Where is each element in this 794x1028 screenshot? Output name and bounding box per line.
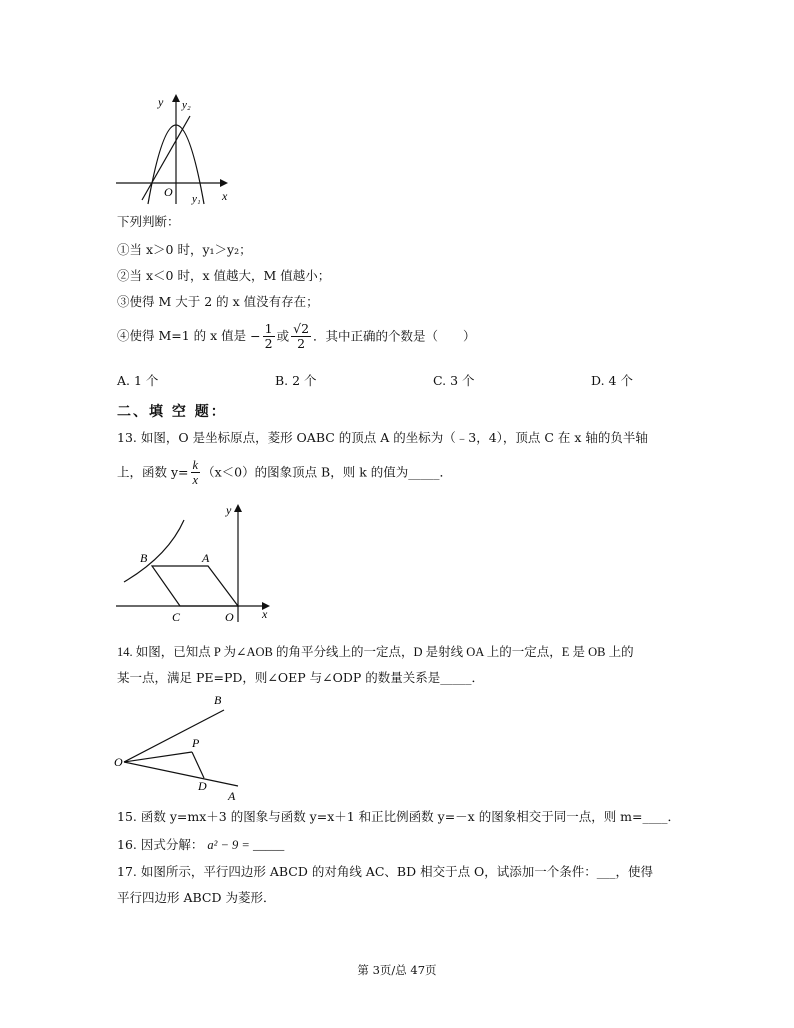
judgment-2: ②当 x＜0 时，x 值越大，M 值越小； [117, 268, 331, 283]
point-p-label: P [192, 736, 200, 750]
figure-rhombus-oabc [112, 500, 272, 630]
fraction-numerator: 1 [264, 321, 273, 336]
x-axis-label: x [262, 607, 268, 621]
q17-line2: 平行四边形 ABCD 为菱形． [117, 890, 276, 905]
ray-oa [124, 762, 238, 786]
fraction-root2-half [291, 322, 311, 351]
choice-a: A. 1 个 [117, 373, 159, 388]
point-b-label: B [140, 551, 148, 565]
choice-b: B. 2 个 [275, 373, 317, 388]
fraction-numerator: √2 [293, 321, 310, 336]
q16-expression: a² − 9 = _____ [207, 838, 285, 852]
segment-pd [192, 752, 204, 778]
q16-prefix: 16. 因式分解： [117, 837, 204, 852]
origin-label: O [164, 185, 173, 199]
y1-label: y₁ [192, 193, 201, 205]
x-axis-arrow [220, 179, 228, 187]
origin-label: O [114, 755, 123, 769]
page-footer: 第 3页/总 47页 [357, 963, 437, 977]
figure-graph-y1-y2 [112, 92, 242, 208]
minus-sign: − [250, 328, 261, 344]
choice-c: C. 3 个 [433, 373, 475, 388]
y-axis-arrow [234, 504, 242, 512]
origin-label: O [225, 610, 234, 624]
y-axis-label: y [158, 95, 164, 109]
fraction-denominator: 2 [297, 336, 306, 351]
judgment-1: ①当 x＞0 时，y₁＞y₂； [117, 242, 252, 257]
q13-line1: 13. 如图，O 是坐标原点，菱形 OABC 的顶点 A 的坐标为（﹣3，4），顶点 C 在 x 轴的负半轴 [117, 430, 648, 445]
hyperbola-curve [124, 520, 184, 582]
or-word: 或 [276, 328, 290, 344]
point-c-label: C [172, 610, 181, 624]
fraction-k-over-x [191, 458, 201, 487]
point-a-label: A [202, 551, 210, 565]
fraction-numerator: k [192, 458, 199, 472]
point-d-label: D [198, 779, 207, 793]
y-axis-label: y [226, 503, 232, 517]
judgment-4 [117, 322, 476, 351]
y2-label: y₂ [182, 99, 191, 111]
figure-angle-aob [112, 690, 242, 802]
fraction-denominator: x [192, 473, 199, 487]
fraction-denominator: 2 [264, 336, 273, 351]
fraction-one-half [263, 322, 275, 351]
q14-line2: 某一点，满足 PE=PD，则∠OEP 与∠ODP 的数量关系是_____． [117, 670, 485, 685]
q15-text: 15. 函数 y=mx＋3 的图象与函数 y=x＋1 和正比例函数 y=－x 的图象相交于同一点，则 m=____． [117, 809, 681, 824]
judgment-3: ③使得 M 大于 2 的 x 值没有存在； [117, 294, 319, 309]
judgment-4-suffix: ．其中正确的个数是（ ） [313, 328, 476, 344]
y-axis-arrow [172, 94, 180, 102]
point-a-label: A [228, 789, 236, 802]
judgment-4-prefix: ④使得 M=1 的 x 值是 [117, 328, 247, 343]
point-b-label: B [214, 693, 222, 707]
rhombus-oabc [152, 566, 238, 606]
q13-line2 [117, 458, 452, 487]
q16-line [117, 837, 284, 853]
q17-line1: 17. 如图所示，平行四边形 ABCD 的对角线 AC、BD 相交于点 O，试添加一个条件：___，使得 [117, 864, 654, 879]
q13-line2-prefix: 上，函数 y= [117, 464, 189, 480]
choice-d: D. 4 个 [591, 373, 633, 388]
q14-line1: 14. 如图，已知点 P 为∠AOB 的角平分线上的一定点，D 是射线 OA 上的一定点，E 是 OB 上的 [117, 645, 634, 659]
judgments-intro: 下列判断： [117, 214, 180, 229]
section-heading: 二、填 空 题： [117, 404, 227, 420]
x-axis-label: x [222, 189, 228, 203]
q13-line2-suffix: （x＜0）的图象顶点 B，则 k 的值为_____． [202, 464, 453, 480]
